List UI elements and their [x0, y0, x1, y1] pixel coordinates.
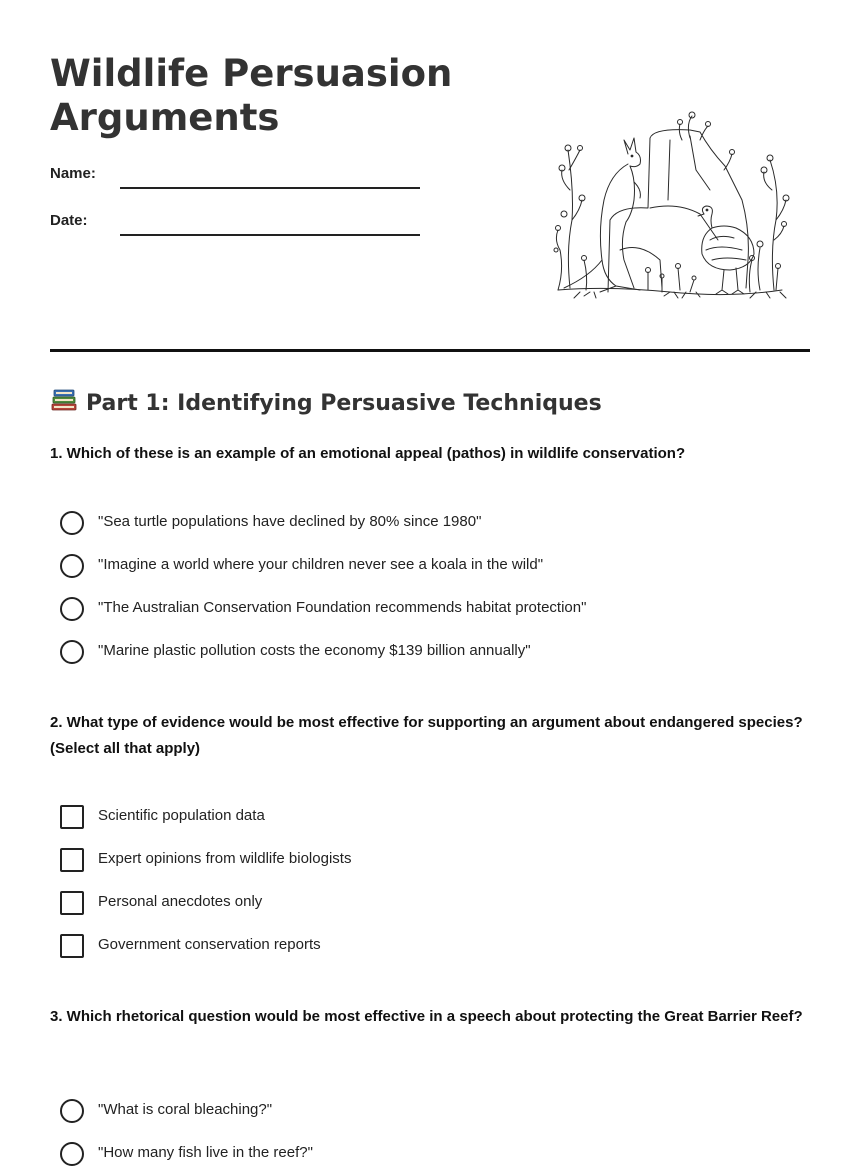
option-label: Expert opinions from wildlife biologists: [98, 850, 352, 867]
checkbox[interactable]: [60, 848, 84, 872]
option-label: "What is coral bleaching?": [98, 1101, 273, 1118]
worksheet-header: [50, 0, 810, 352]
q1-option-a[interactable]: [60, 510, 800, 536]
option-label: "The Australian Conservation Foundation recommends habitat protection": [98, 599, 587, 616]
name-label: Name:: [50, 165, 96, 182]
q3-option-a[interactable]: [60, 1098, 800, 1124]
checkbox[interactable]: [60, 891, 84, 915]
q1-option-b[interactable]: [60, 553, 800, 579]
option-label: "Sea turtle populations have declined by 80% since 1980": [98, 513, 482, 530]
option-label: Scientific population data: [98, 807, 265, 824]
option-label: "How many fish live in the reef?": [98, 1144, 313, 1161]
q2-option-c[interactable]: [60, 890, 800, 916]
option-label: "Marine plastic pollution costs the economy $139 billion annually": [98, 642, 531, 659]
radio-button[interactable]: [60, 640, 84, 664]
part1-heading-text: Part 1: Identifying Persuasive Techniques: [86, 391, 602, 416]
option-label: "Imagine a world where your children never see a koala in the wild": [98, 556, 544, 573]
q2-option-b[interactable]: [60, 847, 800, 873]
right-wildflowers: [749, 155, 789, 298]
rock-top-flowers: [678, 112, 735, 170]
date-label: Date:: [50, 212, 88, 229]
date-field[interactable]: [120, 234, 420, 236]
left-wildflowers: [554, 145, 596, 298]
wildlife-illustration: [550, 110, 790, 305]
question-2: 2. What type of evidence would be most effective for supporting an argument about endangered species? (Select all that apply): [50, 714, 803, 757]
option-label: Personal anecdotes only: [98, 893, 263, 910]
q1-option-c[interactable]: [60, 596, 800, 622]
radio-button[interactable]: [60, 511, 84, 535]
option-label: Government conservation reports: [98, 936, 321, 953]
radio-button[interactable]: [60, 597, 84, 621]
date-field-row: [50, 207, 420, 237]
part1-heading: [50, 387, 602, 420]
ground-flowers: [646, 264, 701, 299]
name-field[interactable]: [120, 187, 420, 189]
radio-button[interactable]: [60, 554, 84, 578]
worksheet-page: [50, 0, 810, 1161]
header-divider: [50, 349, 810, 352]
radio-button[interactable]: [60, 1142, 84, 1166]
q2-option-a[interactable]: [60, 804, 800, 830]
name-field-row: [50, 160, 420, 190]
question-3: 3. Which rhetorical question would be most effective in a speech about protecting the Great Barrier Reef?: [50, 1008, 803, 1025]
checkbox[interactable]: [60, 934, 84, 958]
q3-option-b[interactable]: [60, 1141, 800, 1167]
q1-option-d[interactable]: [60, 639, 800, 665]
question-1: 1. Which of these is an example of an emotional appeal (pathos) in wildlife conservation?: [50, 445, 686, 462]
radio-button[interactable]: [60, 1099, 84, 1123]
checkbox[interactable]: [60, 805, 84, 829]
books-icon: [50, 387, 78, 413]
q2-option-d[interactable]: [60, 933, 800, 959]
worksheet-title: Wildlife Persuasion Arguments: [50, 52, 453, 139]
